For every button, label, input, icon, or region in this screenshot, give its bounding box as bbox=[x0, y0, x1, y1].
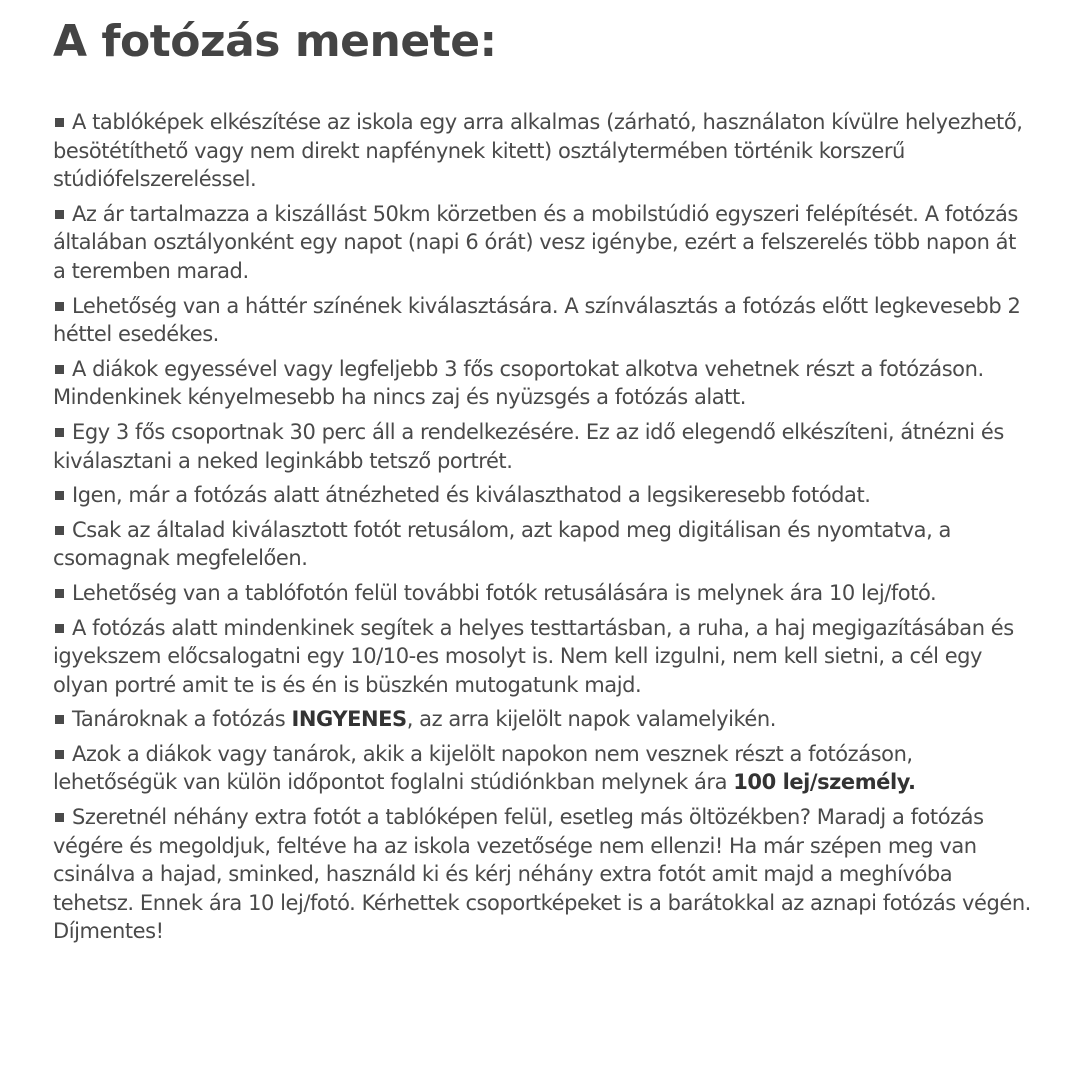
list-item bbox=[53, 418, 1033, 475]
list-item-emphasis: INGYENES bbox=[291, 707, 407, 732]
list-item-text: Egy 3 fős csoportnak 30 perc áll a rendelkezésére. Ez az idő elegendő elkészíteni, átnézni és kiválasztani a neked leginkább tetsző portrét. bbox=[53, 419, 1004, 473]
list-item bbox=[53, 579, 1033, 608]
list-item-text: , az arra kijelölt napok valamelyikén. bbox=[406, 707, 776, 732]
list-item bbox=[53, 292, 1033, 349]
square-bullet-icon bbox=[55, 750, 64, 759]
list-item-text: Lehetőség van a tablófotón felül további fotók retusálására is melynek ára 10 lej/fotó. bbox=[72, 580, 937, 605]
list-item bbox=[53, 108, 1033, 194]
page-title: A fotózás menete: bbox=[53, 16, 497, 67]
square-bullet-icon bbox=[55, 365, 64, 374]
list-item bbox=[53, 740, 1033, 797]
list-item-text: Szeretnél néhány extra fotót a tablóképen felül, esetleg más öltözékben? Maradj a fotózás végére és megoldjuk, feltéve ha az iskola vezetősége nem ellenzi! Ha már szépen meg van csinálva a hajad, sminked, használd ki és kérj néhány extra fotót amit majd a meghívóba tehetsz. Ennek ára 10 lej/fotó. Kérhettek csoportképeket is a barátokkal az aznapi fotózás végén. Díjmentes! bbox=[53, 805, 1031, 944]
list-item bbox=[53, 803, 1033, 946]
list-item bbox=[53, 200, 1033, 286]
list-item-text: Azok a diákok vagy tanárok, akik a kijelölt napokon nem vesznek részt a fotózáson, lehetőségük van külön időpontot foglalni stúdiónkban melynek ára bbox=[53, 741, 913, 795]
document-page bbox=[53, 0, 1033, 952]
list-item bbox=[53, 516, 1033, 573]
list-item-emphasis: 100 lej/személy. bbox=[733, 770, 916, 795]
square-bullet-icon bbox=[55, 526, 64, 535]
square-bullet-icon bbox=[55, 210, 64, 219]
square-bullet-icon bbox=[55, 624, 64, 633]
list-item bbox=[53, 481, 1033, 510]
list-item-text: A tablóképek elkészítése az iskola egy arra alkalmas (zárható, használaton kívülre helyezhető, besötétíthető vagy nem direkt napfénynek kitett) osztálytermében történik korszerű stúdiófelszereléssel. bbox=[53, 110, 1023, 192]
list-item-text: Lehetőség van a háttér színének kiválasztására. A színválasztás a fotózás előtt legkevesebb 2 héttel esedékes. bbox=[53, 293, 1021, 347]
square-bullet-icon bbox=[55, 302, 64, 311]
list-item bbox=[53, 705, 1033, 734]
square-bullet-icon bbox=[55, 118, 64, 127]
info-list bbox=[53, 108, 1033, 946]
square-bullet-icon bbox=[55, 428, 64, 437]
list-item-text: A fotózás alatt mindenkinek segítek a helyes testtartásban, a ruha, a haj megigazításában és igyekszem előcsalogatni egy 10/10-es mosolyt is. Nem kell izgulni, nem kell sietni, a cél egy olyan portré amit te is és én is büszkén mutogatunk majd. bbox=[53, 615, 1014, 697]
list-item-text: Az ár tartalmazza a kiszállást 50km körzetben és a mobilstúdió egyszeri felépítését. A fotózás általában osztályonként egy napot (napi 6 órát) vesz igénybe, ezért a felszerelés több napon át a teremben marad. bbox=[53, 201, 1018, 283]
list-item-text: Tanároknak a fotózás bbox=[72, 707, 292, 732]
list-item bbox=[53, 614, 1033, 700]
square-bullet-icon bbox=[55, 715, 64, 724]
list-item-text: Igen, már a fotózás alatt átnézheted és kiválaszthatod a legsikeresebb fotódat. bbox=[72, 483, 871, 508]
square-bullet-icon bbox=[55, 589, 64, 598]
list-item bbox=[53, 355, 1033, 412]
square-bullet-icon bbox=[55, 491, 64, 500]
list-item-text: Csak az általad kiválasztott fotót retusálom, azt kapod meg digitálisan és nyomtatva, a csomagnak megfelelően. bbox=[53, 517, 951, 571]
list-item-text: A diákok egyessével vagy legfeljebb 3 fős csoportokat alkotva vehetnek részt a fotózáson. Mindenkinek kényelmesebb ha nincs zaj és nyüzsgés a fotózás alatt. bbox=[53, 356, 984, 410]
square-bullet-icon bbox=[55, 813, 64, 822]
